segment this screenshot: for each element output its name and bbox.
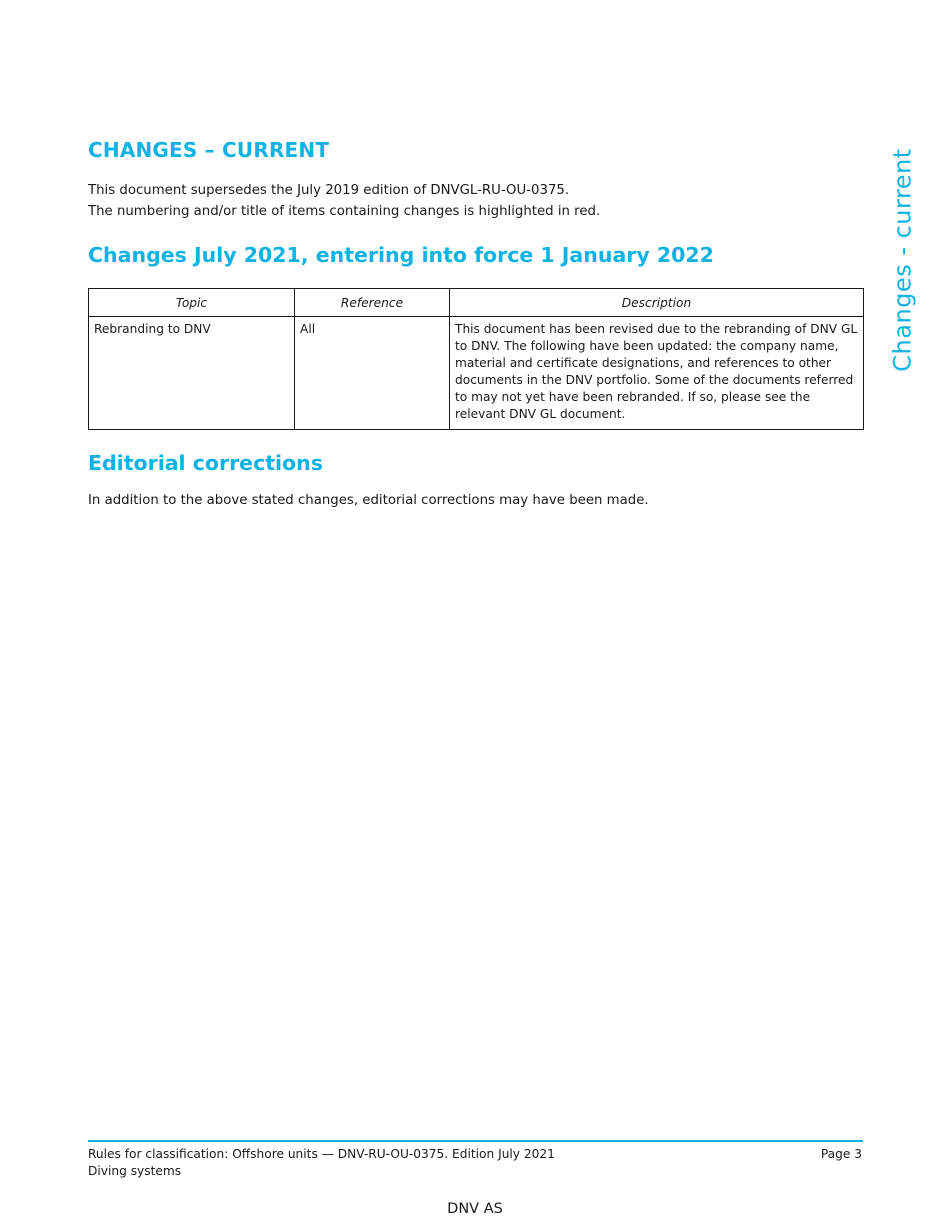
editorial-text: In addition to the above stated changes, editorial corrections may have been made.	[88, 493, 649, 508]
footer-document-info	[88, 1146, 555, 1180]
side-tab	[858, 145, 948, 375]
company-name: DNV AS	[447, 1201, 503, 1217]
page-number: Page 3	[820, 1147, 862, 1161]
footer-divider	[88, 1140, 863, 1142]
column-header-description: Description	[450, 289, 864, 317]
changes-table	[88, 288, 864, 430]
changes-section-title: Changes July 2021, entering into force 1 January 2022	[88, 243, 714, 267]
table-header-row	[89, 289, 864, 317]
intro-line-numbering: The numbering and/or title of items containing changes is highlighted in red.	[88, 204, 601, 219]
editorial-section-title: Editorial corrections	[88, 451, 323, 475]
page-title: CHANGES – CURRENT	[88, 138, 330, 162]
column-header-reference: Reference	[295, 289, 450, 317]
footer-document-subtitle: Diving systems	[88, 1164, 182, 1178]
table-row	[89, 317, 864, 430]
column-header-topic: Topic	[89, 289, 295, 317]
footer-document-title: Rules for classification: Offshore units — DNV-RU-OU-0375. Edition July 2021	[88, 1147, 555, 1161]
cell-topic: Rebranding to DNV	[89, 317, 295, 430]
cell-reference: All	[295, 317, 450, 430]
cell-description: This document has been revised due to the rebranding of DNV GL to DNV. The following have been updated: the company name, material and certificate designations, and references to other documents in the DNV portfolio. Some of the documents referred to may not yet have been rebranded. If so, please see the relevant DNV GL document.	[450, 317, 864, 430]
side-tab-label: Changes - current	[889, 148, 918, 372]
intro-text	[88, 180, 600, 222]
intro-line-supersedes: This document supersedes the July 2019 edition of DNVGL-RU-OU-0375.	[88, 183, 570, 198]
